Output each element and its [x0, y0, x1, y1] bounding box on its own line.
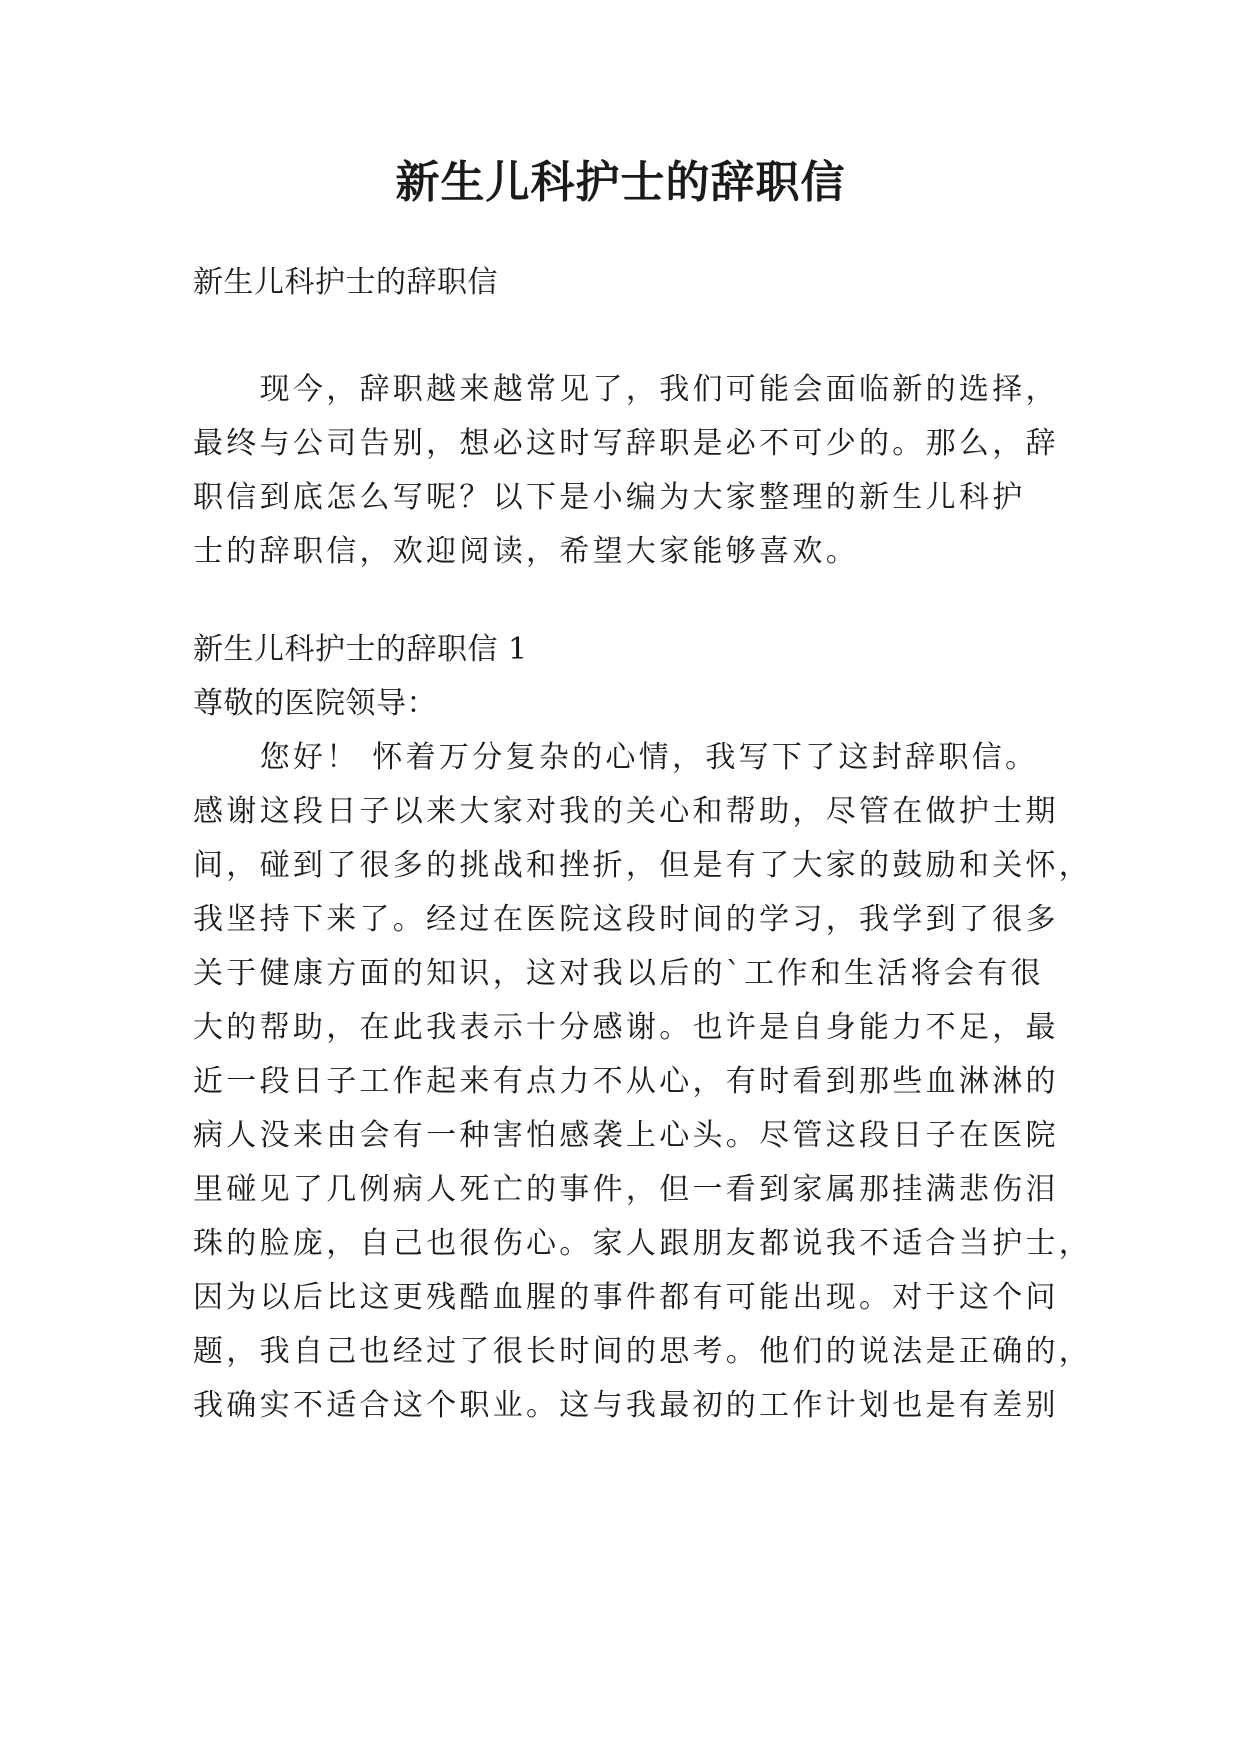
intro-line: 最终与公司告别，想必这时写辞职是必不可少的。那么，辞	[193, 426, 1059, 461]
intro-line: 职信到底怎么写呢？以下是小编为大家整理的新生儿科护	[193, 480, 1026, 515]
body-line: 我确实不适合这个职业。这与我最初的工作计划也是有差别	[193, 1388, 1059, 1423]
intro-line: 士的辞职信，欢迎阅读，希望大家能够喜欢。	[193, 534, 859, 569]
body-line: 病人没来由会有一种害怕感袭上心头。尽管这段日子在医院	[193, 1118, 1059, 1153]
body-line: 您好！ 怀着万分复杂的心情，我写下了这封辞职信。	[193, 740, 1039, 775]
body-line: 近一段日子工作起来有点力不从心，有时看到那些血淋淋的	[193, 1064, 1059, 1099]
body-line: 题，我自己也经过了很长时间的思考。他们的说法是正确的，	[193, 1334, 1093, 1369]
body-line: 关于健康方面的知识，这对我以后的`工作和生活将会有很	[193, 956, 1044, 991]
document-title: 新生儿科护士的辞职信	[395, 157, 846, 208]
body-line: 感谢这段日子以来大家对我的关心和帮助，尽管在做护士期	[193, 794, 1059, 829]
letter-heading: 新生儿科护士的辞职信 1	[193, 632, 528, 667]
body-line: 里碰见了几例病人死亡的事件，但一看到家属那挂满悲伤泪	[193, 1172, 1059, 1207]
body-line: 因为以后比这更残酷血腥的事件都有可能出现。对于这个问	[193, 1280, 1059, 1315]
body-line: 珠的脸庞，自己也很伤心。家人跟朋友都说我不适合当护士，	[193, 1226, 1093, 1261]
body-line: 大的帮助，在此我表示十分感谢。也许是自身能力不足，最	[193, 1010, 1059, 1045]
document-subtitle: 新生儿科护士的辞职信	[193, 265, 498, 300]
intro-line: 现今，辞职越来越常见了，我们可能会面临新的选择，	[193, 372, 1059, 407]
body-line: 间，碰到了很多的挑战和挫折，但是有了大家的鼓励和关怀，	[193, 848, 1093, 883]
letter-salutation: 尊敬的医院领导：	[193, 686, 437, 721]
body-line: 我坚持下来了。经过在医院这段时间的学习，我学到了很多	[193, 902, 1059, 937]
